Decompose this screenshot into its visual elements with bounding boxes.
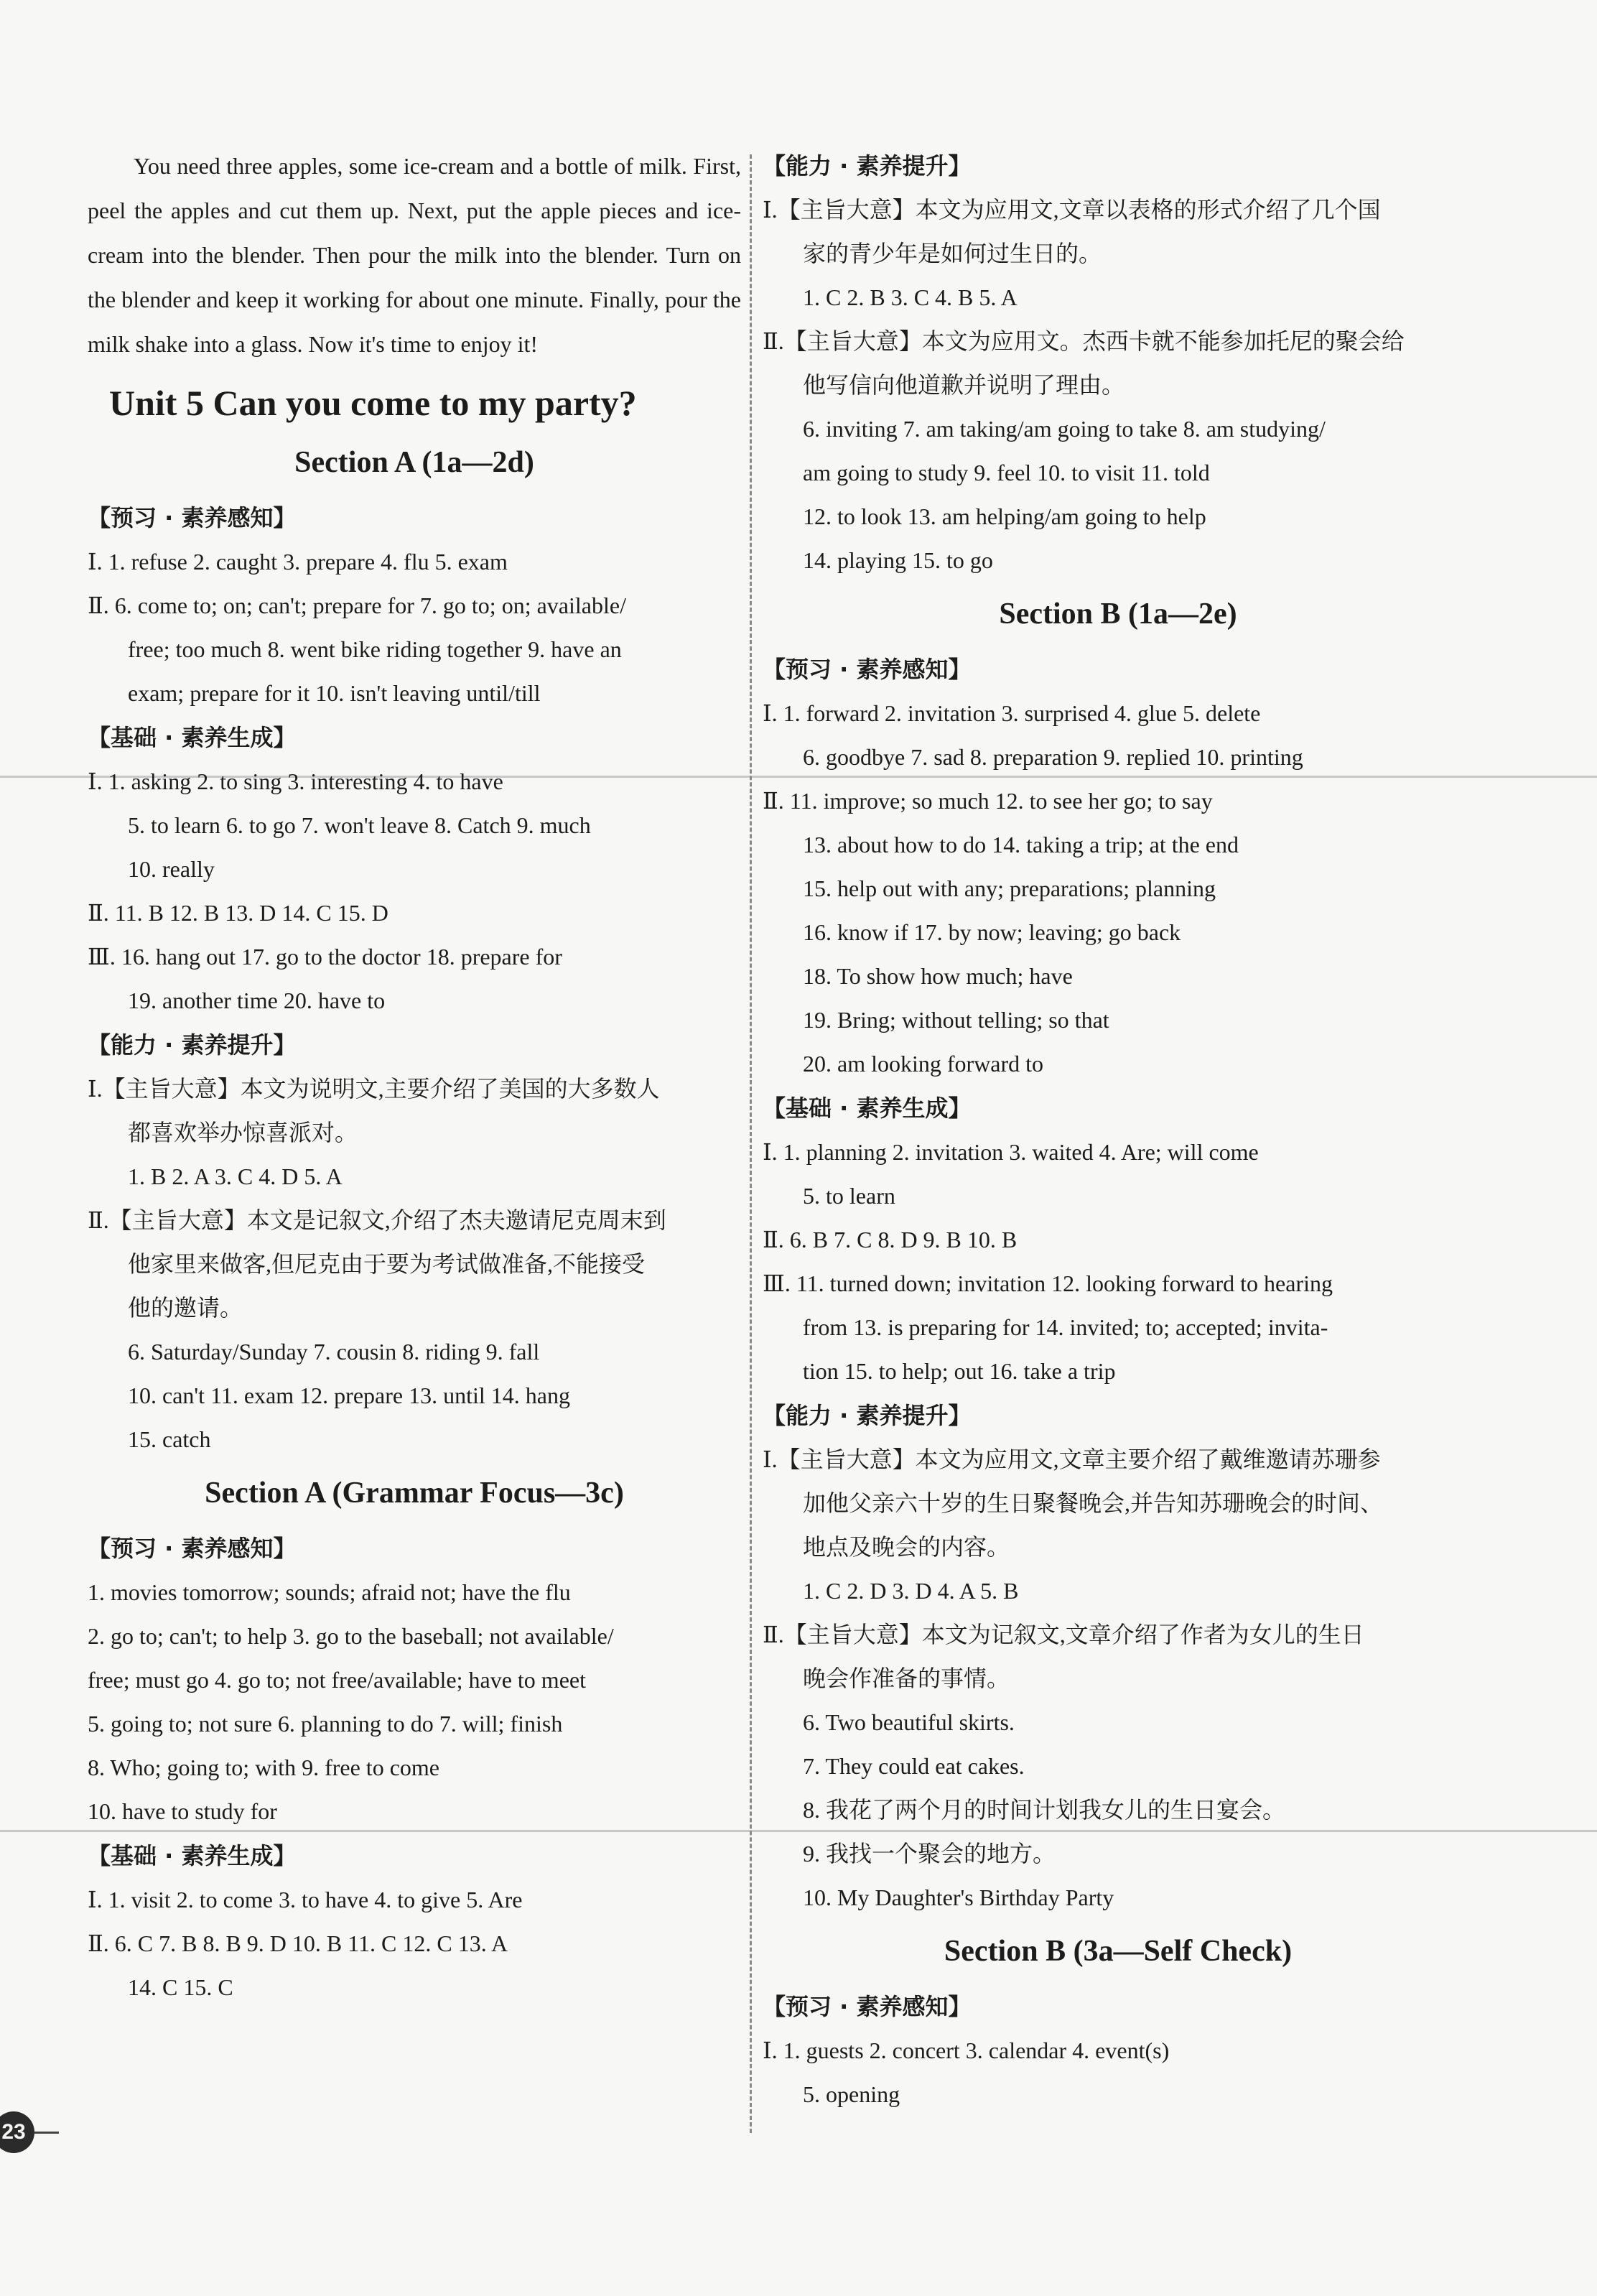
answer-line: 都喜欢举办惊喜派对。: [128, 1120, 358, 1145]
answer-line: am going to study 9. feel 10. to visit 11. told: [803, 460, 1210, 485]
answer-line: Ⅲ. 11. turned down; invitation 12. looking forward to hearing: [763, 1270, 1333, 1296]
answer-line: 10. have to study for: [88, 1798, 277, 1824]
answer-line: 13. about how to do 14. taking a trip; at the end: [803, 832, 1239, 857]
answer-line: Ⅲ. 16. hang out 17. go to the doctor 18. prepare for: [88, 944, 562, 970]
b1-preview-tag: 【预习 · 素养感知】: [763, 656, 972, 683]
answer-line: 6. Two beautiful skirts.: [803, 1709, 1015, 1735]
answer-line: Ⅱ.【主旨大意】本文是记叙文,介绍了杰夫邀请尼克周末到: [88, 1207, 666, 1233]
intro-paragraph: You need three apples, some ice-cream and a bottle of milk. First, peel the apples and cut them up. Next, put the apple pieces and ice-cream into the blender. Then pour the milk into the blender. Turn on the blender and keep it working for about one minute. Finally, pour the milk shake into a glass. Now it's time to enjoy it!: [88, 153, 741, 357]
answer-line: 7. They could eat cakes.: [803, 1753, 1025, 1779]
answer-line: 1. C 2. D 3. D 4. A 5. B: [803, 1578, 1019, 1604]
answer-line: 他写信向他道歉并说明了理由。: [803, 372, 1125, 398]
answer-line: 14. playing 15. to go: [803, 547, 993, 573]
answer-line: 15. help out with any; preparations; planning: [803, 875, 1216, 901]
answer-line: 5. opening: [803, 2081, 900, 2107]
answer-line: 18. To show how much; have: [803, 963, 1073, 989]
answer-line: 加他父亲六十岁的生日聚餐晚会,并告知苏珊晚会的时间、: [803, 1490, 1384, 1516]
answer-line: tion 15. to help; out 16. take a trip: [803, 1358, 1116, 1384]
answer-line: 1. B 2. A 3. C 4. D 5. A: [128, 1163, 343, 1189]
a1-basic-tag: 【基础 · 素养生成】: [88, 724, 297, 751]
left-column: [88, 144, 741, 2009]
answer-line: 5. to learn: [803, 1183, 895, 1209]
unit-title: Unit 5 Can you come to my party?: [109, 383, 637, 423]
answer-line: 1. movies tomorrow; sounds; afraid not; have the flu: [88, 1579, 571, 1605]
section-a1-title: Section A (1a—2d): [294, 446, 534, 479]
top-ability-tag: 【能力 · 素养提升】: [763, 152, 972, 180]
answer-line: 19. another time 20. have to: [128, 987, 386, 1013]
page-number: 23: [0, 2111, 34, 2153]
answer-line: Ⅰ. 1. refuse 2. caught 3. prepare 4. flu 5. exam: [88, 549, 508, 575]
a1-preview-tag: 【预习 · 素养感知】: [88, 504, 297, 531]
answer-line: 2. go to; can't; to help 3. go to the baseball; not available/: [88, 1623, 614, 1649]
answer-line: Ⅰ. 1. guests 2. concert 3. calendar 4. event(s): [763, 2037, 1170, 2063]
answer-line: from 13. is preparing for 14. invited; to; accepted; invita-: [803, 1314, 1328, 1340]
answer-line: Ⅰ. 1. visit 2. to come 3. to have 4. to give 5. Are: [88, 1887, 523, 1912]
answer-line: Ⅱ. 6. C 7. B 8. B 9. D 10. B 11. C 12. C 13. A: [88, 1930, 508, 1956]
answer-line: 10. really: [128, 856, 215, 882]
b2-preview-tag: 【预习 · 素养感知】: [763, 1993, 972, 2020]
answer-line: 9. 我找一个聚会的地方。: [803, 1841, 1056, 1867]
answer-line: 10. can't 11. exam 12. prepare 13. until 14. hang: [128, 1382, 570, 1408]
answer-line: Ⅱ. 6. B 7. C 8. D 9. B 10. B: [763, 1227, 1018, 1252]
column-divider: [750, 154, 752, 2133]
answer-line: 19. Bring; without telling; so that: [803, 1007, 1109, 1033]
answer-line: Ⅰ.【主旨大意】本文为应用文,文章主要介绍了戴维邀请苏珊参: [763, 1446, 1381, 1472]
answer-line: free; too much 8. went bike riding together 9. have an: [128, 636, 622, 662]
b1-basic-tag: 【基础 · 素养生成】: [763, 1094, 972, 1122]
answer-line: 晚会作准备的事情。: [803, 1665, 1010, 1691]
answer-line: 他家里来做客,但尼克由于要为考试做准备,不能接受: [128, 1251, 646, 1277]
answer-line: 地点及晚会的内容。: [803, 1534, 1010, 1560]
answer-line: Ⅱ. 11. B 12. B 13. D 14. C 15. D: [88, 900, 388, 926]
answer-line: 家的青少年是如何过生日的。: [803, 241, 1102, 266]
answer-line: Ⅰ.【主旨大意】本文为说明文,主要介绍了美国的大多数人: [88, 1076, 660, 1102]
answer-line: Ⅱ. 6. come to; on; can't; prepare for 7. go to; on; available/: [88, 592, 626, 618]
section-b1-title: Section B (1a—2e): [999, 598, 1237, 631]
answer-line: 16. know if 17. by now; leaving; go back: [803, 919, 1181, 945]
answer-line: Ⅰ.【主旨大意】本文为应用文,文章以表格的形式介绍了几个国: [763, 197, 1381, 223]
section-b2-title: Section B (3a—Self Check): [944, 1935, 1293, 1968]
answer-line: Ⅱ.【主旨大意】本文为应用文。杰西卡就不能参加托尼的聚会给: [763, 328, 1405, 354]
b1-ability-tag: 【能力 · 素养提升】: [763, 1402, 972, 1429]
a1-ability-tag: 【能力 · 素养提升】: [88, 1031, 297, 1059]
answer-line: 6. Saturday/Sunday 7. cousin 8. riding 9. fall: [128, 1339, 540, 1365]
answer-line: Ⅰ. 1. asking 2. to sing 3. interesting 4. to have: [88, 768, 503, 794]
answer-line: 8. Who; going to; with 9. free to come: [88, 1754, 439, 1780]
answer-line: Ⅰ. 1. forward 2. invitation 3. surprised 4. glue 5. delete: [763, 700, 1261, 726]
answer-line: 8. 我花了两个月的时间计划我女儿的生日宴会。: [803, 1797, 1286, 1823]
answer-line: 14. C 15. C: [128, 1974, 233, 2000]
answer-line: 20. am looking forward to: [803, 1051, 1044, 1077]
answer-line: 1. C 2. B 3. C 4. B 5. A: [803, 284, 1018, 310]
answer-line: 12. to look 13. am helping/am going to help: [803, 503, 1206, 529]
answer-line: exam; prepare for it 10. isn't leaving until/till: [128, 680, 541, 706]
a2-preview-tag: 【预习 · 素养感知】: [88, 1535, 297, 1562]
page-number-rule: [34, 2132, 59, 2134]
answer-line: 5. going to; not sure 6. planning to do 7. will; finish: [88, 1711, 563, 1737]
answer-line: 6. inviting 7. am taking/am going to take 8. am studying/: [803, 416, 1326, 442]
answer-line: Ⅱ. 11. improve; so much 12. to see her go; to say: [763, 788, 1213, 814]
answer-line: 6. goodbye 7. sad 8. preparation 9. replied 10. printing: [803, 744, 1303, 770]
answer-line: free; must go 4. go to; not free/available; have to meet: [88, 1667, 586, 1693]
answer-line: Ⅱ.【主旨大意】本文为记叙文,文章介绍了作者为女儿的生日: [763, 1622, 1364, 1647]
answer-line: 5. to learn 6. to go 7. won't leave 8. Catch 9. much: [128, 812, 591, 838]
section-a2-title: Section A (Grammar Focus—3c): [205, 1477, 624, 1510]
answer-line: 15. catch: [128, 1426, 211, 1452]
a2-basic-tag: 【基础 · 素养生成】: [88, 1842, 297, 1869]
right-column: [763, 144, 1473, 2116]
answer-line: 他的邀请。: [128, 1295, 243, 1321]
answer-line: 10. My Daughter's Birthday Party: [803, 1884, 1114, 1910]
answer-line: Ⅰ. 1. planning 2. invitation 3. waited 4. Are; will come: [763, 1139, 1259, 1165]
